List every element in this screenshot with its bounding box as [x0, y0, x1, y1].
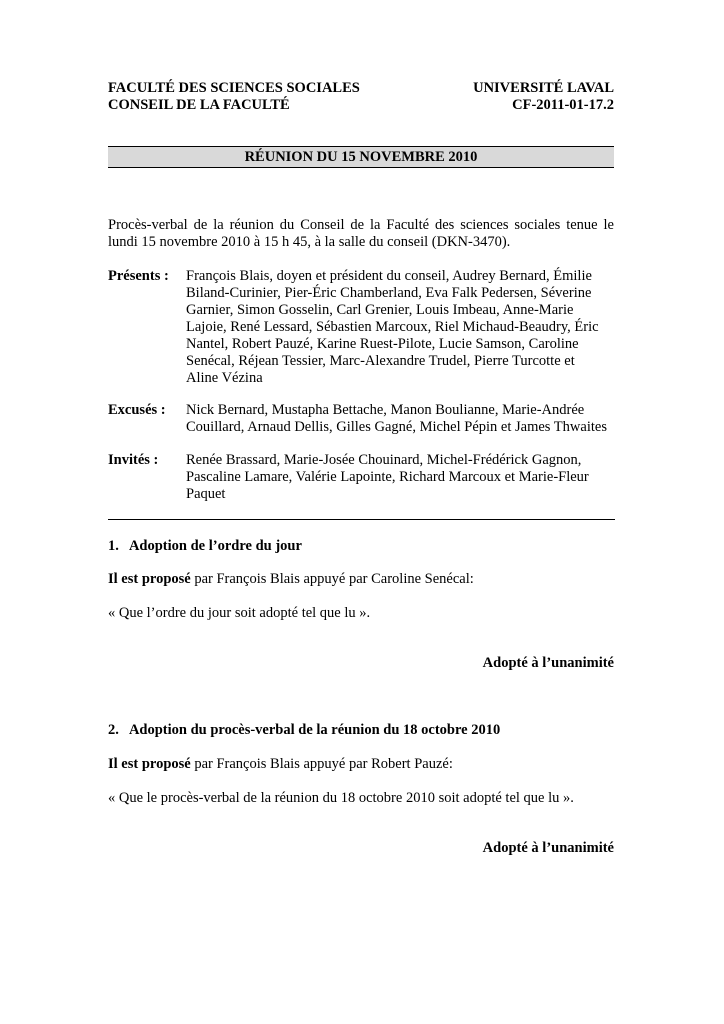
present-list — [186, 268, 616, 387]
attendee-line: Couillard, Arnaud Dellis, Gilles Gagné, Michel Pépin et James Thwaites — [186, 419, 607, 435]
faculty-name: FACULTÉ DES SCIENCES SOCIALES — [108, 80, 360, 96]
excused-label: Excusés : — [108, 402, 166, 418]
attendee-line: Paquet — [186, 486, 226, 502]
attendee-line: Nick Bernard, Mustapha Bettache, Manon Boulianne, Marie-Andrée — [186, 402, 585, 418]
document-code: CF-2011-01-17.2 — [512, 97, 614, 113]
attendee-line: Senécal, Réjean Tessier, Marc-Alexandre Trudel, Pierre Turcotte et — [186, 353, 575, 369]
item-2-heading: 2. Adoption du procès-verbal de la réunion du 18 octobre 2010 — [108, 722, 501, 738]
proposal-lead: Il est proposé — [108, 571, 191, 587]
guests-list — [186, 452, 616, 503]
intro-line: Procès-verbal de la réunion du Conseil de la Faculté des sciences sociales tenue le — [108, 217, 614, 233]
excused-list — [186, 402, 616, 436]
attendee-line: Pascaline Lamare, Valérie Lapointe, Richard Marcoux et Marie-Fleur — [186, 469, 589, 485]
section-divider — [108, 519, 615, 520]
attendee-line: Garnier, Simon Gosselin, Carl Grenier, Louis Imbeau, Anne-Marie — [186, 302, 574, 318]
attendee-line: Renée Brassard, Marie-Josée Chouinard, Michel-Frédérick Gagnon, — [186, 452, 582, 468]
guests-label: Invités : — [108, 452, 159, 468]
item-1-proposal — [108, 571, 474, 588]
item-1-outcome: Adopté à l’unanimité — [482, 655, 614, 671]
attendee-line: Lajoie, René Lessard, Sébastien Marcoux, Riel Michaud-Beaudry, Éric — [186, 319, 599, 335]
meeting-title-banner: RÉUNION DU 15 NOVEMBRE 2010 — [108, 146, 614, 168]
proposal-lead: Il est proposé — [108, 756, 191, 772]
present-label: Présents : — [108, 268, 169, 284]
intro-paragraph — [108, 217, 614, 251]
intro-line: lundi 15 novembre 2010 à 15 h 45, à la salle du conseil (DKN-3470). — [108, 234, 511, 250]
proposal-rest: par François Blais appuyé par Robert Pauzé: — [190, 756, 453, 772]
item-2-outcome: Adopté à l’unanimité — [482, 840, 614, 856]
item-1-heading: 1. Adoption de l’ordre du jour — [108, 538, 302, 554]
item-2-resolution: « Que le procès-verbal de la réunion du 18 octobre 2010 soit adopté tel que lu ». — [108, 790, 574, 806]
proposal-rest: par François Blais appuyé par Caroline Senécal: — [190, 571, 474, 587]
item-2-proposal — [108, 756, 453, 773]
attendee-line: Biland-Curinier, Pier-Éric Chamberland, Eva Falk Pedersen, Séverine — [186, 285, 592, 301]
attendee-line: Nantel, Robert Pauzé, Karine Ruest-Pilote, Lucie Samson, Caroline — [186, 336, 579, 352]
attendee-line: Aline Vézina — [186, 370, 263, 386]
header-left — [108, 80, 360, 114]
header-right — [473, 80, 614, 114]
item-1-resolution: « Que l’ordre du jour soit adopté tel que lu ». — [108, 605, 371, 621]
council-name: CONSEIL DE LA FACULTÉ — [108, 97, 290, 113]
attendee-line: François Blais, doyen et président du conseil, Audrey Bernard, Émilie — [186, 268, 592, 284]
university-name: UNIVERSITÉ LAVAL — [473, 80, 614, 96]
